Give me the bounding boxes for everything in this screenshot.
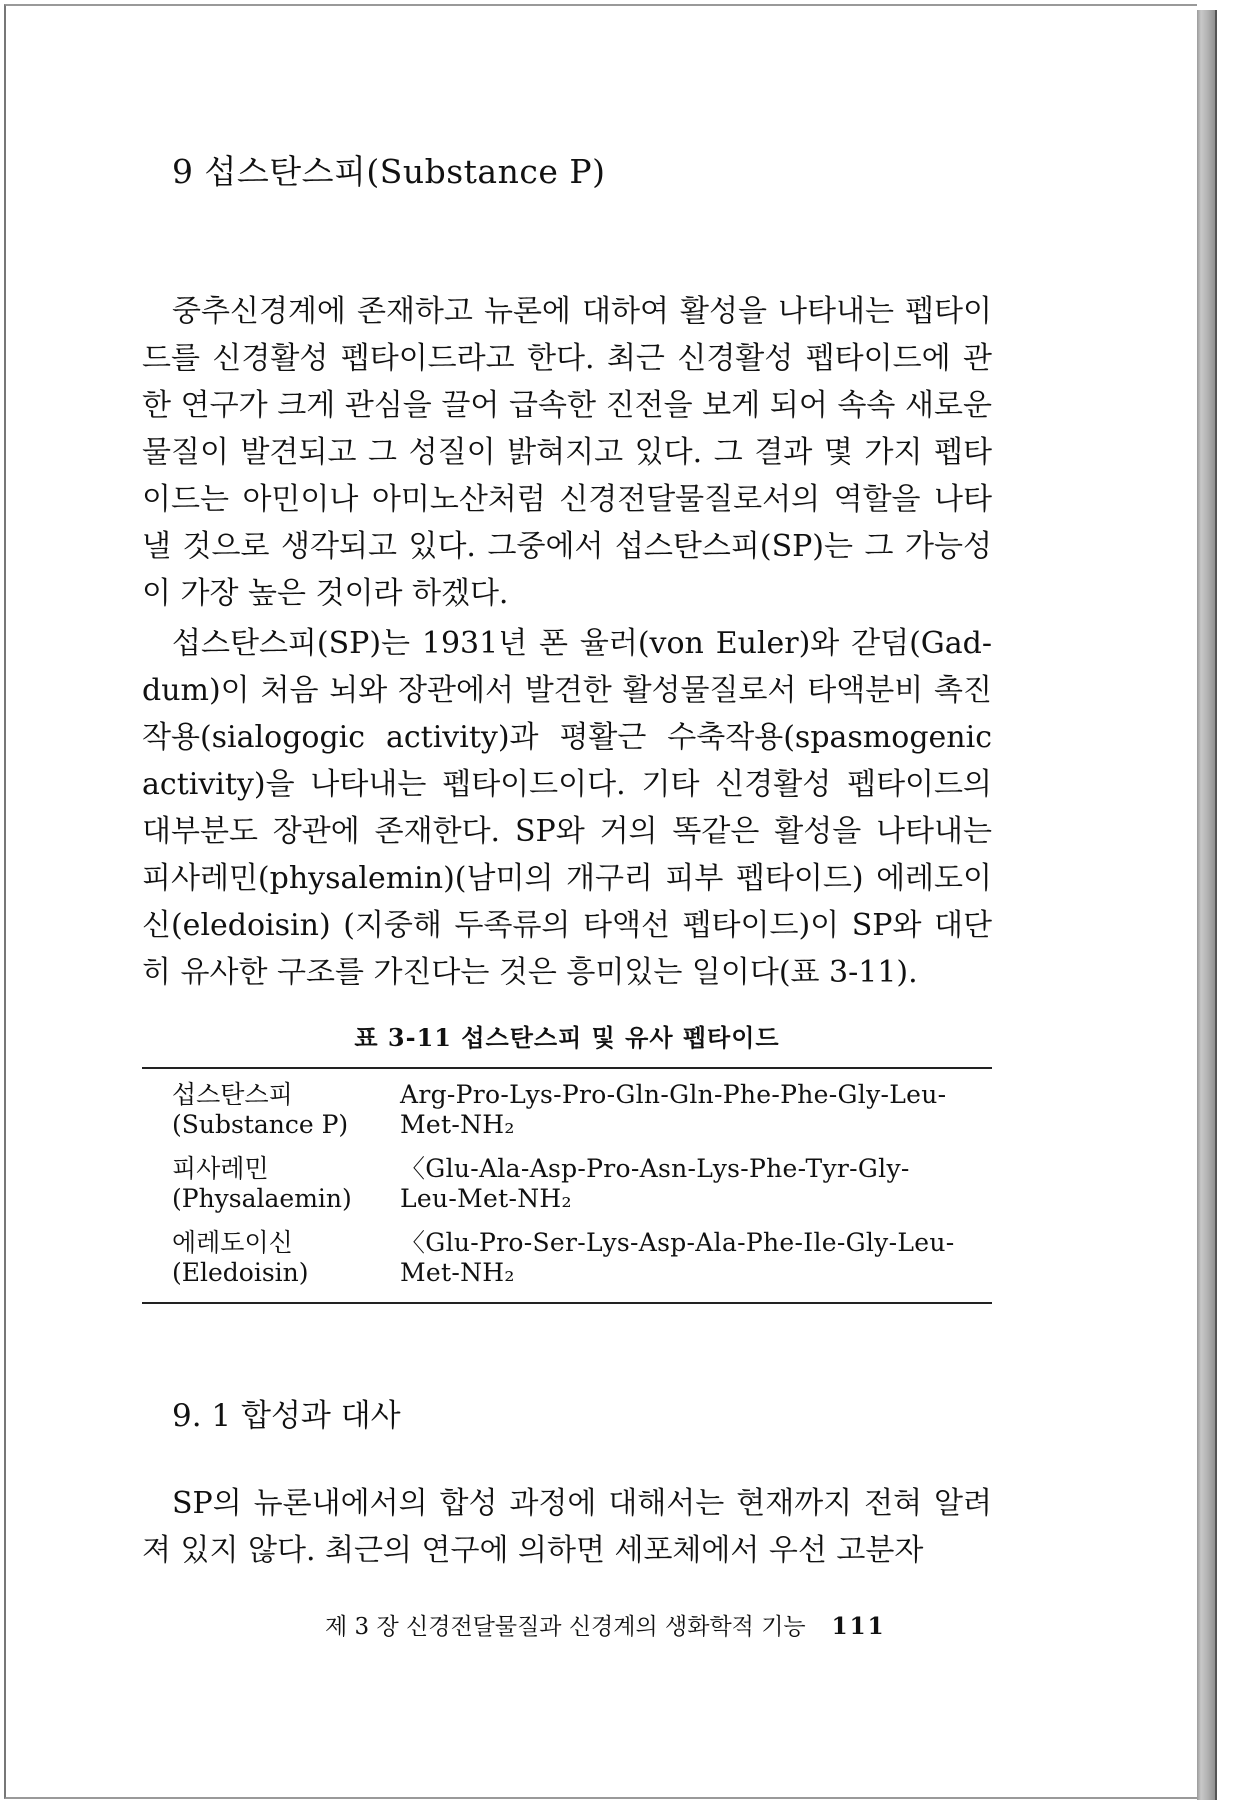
chapter-title: 제 3 장 신경전달물질과 신경계의 생화학적 기능 — [325, 1614, 806, 1640]
synthesis-paragraph: SP의 뉴론내에서의 합성 과정에 대해서는 현재까지 전혀 알려져 있지 않다. 최근의 연구에 의하면 세포체에서 우선 고분자 — [142, 1486, 992, 1568]
peptide-name-en: (Substance P) — [172, 1110, 349, 1139]
table-bottom-rule — [142, 1302, 992, 1304]
sequence-line: Arg-Pro-Lys-Pro-Gln-Gln-Phe-Phe-Gly-Leu- — [400, 1080, 947, 1109]
page-edge-shadow — [1197, 10, 1217, 1800]
table-caption: 표 3-11 섭스탄스피 및 유사 펩타이드 — [354, 1023, 780, 1052]
sequence-line: Leu-Met-NH₂ — [400, 1184, 572, 1213]
peptide-sequence — [400, 1080, 992, 1154]
peptide-name-en: (Physalaemin) — [172, 1184, 352, 1213]
intro-paragraph: 중추신경계에 존재하고 뉴론에 대하여 활성을 나타내는 펩타이드를 신경활성 펩타이드라고 한다. 최근 신경활성 펩타이드에 관한 연구가 크게 관심을 끌어 급속한 진전을 보게 되어 속속 새로운 물질이 발견되고 그 성질이 밝혀지고 있다. 그 결과 몇 가지 펩타이드는 아민이나 아미노산처럼 신경전달물질로서의 역할을 나타낼 것으로 생각되고 있다. 그중에서 섭스탄스피(SP)는 그 가능성이 가장 높은 것이라 하겠다. — [142, 294, 992, 611]
peptide-table — [142, 1080, 992, 1302]
table-row — [142, 1080, 992, 1154]
history-paragraph: 섭스탄스피(SP)는 1931년 폰 율러(von Euler)와 갇덤(Gad-dum)이 처음 뇌와 장관에서 발견한 활성물질로서 타액분비 촉진작용(sialogogic activity)과 평활근 수축작용(spasmogenic activity)을 나타내는 펩타이드이다. 기타 신경활성 펩타이드의 대부분도 장관에 존재한다. SP와 거의 똑같은 활성을 나타내는 피사레민(physalemin)(남미의 개구리 피부 펩타이드) 에레도이신(eledoisin) (지중해 두족류의 타액선 펩타이드)이 SP와 대단히 유사한 구조를 가진다는 것은 흥미있는 일이다(표 3-11). — [142, 626, 992, 990]
sequence-line: Met-NH₂ — [400, 1110, 515, 1139]
sequence-line: 〈Glu-Ala-Asp-Pro-Asn-Lys-Phe-Tyr-Gly- — [400, 1154, 910, 1183]
page-number: 111 — [831, 1613, 886, 1640]
section-title: 9 섭스탄스피(Substance P) — [172, 152, 606, 191]
sequence-line: Met-NH₂ — [400, 1258, 515, 1287]
table-row — [142, 1228, 992, 1302]
peptide-sequence — [400, 1154, 992, 1228]
peptide-name-en: (Eledoisin) — [172, 1258, 309, 1287]
peptide-name-ko: 에레도이신 — [172, 1228, 293, 1257]
subsection-title: 9. 1 합성과 대사 — [172, 1398, 401, 1434]
peptide-name — [142, 1080, 400, 1154]
peptide-name-ko: 섭스탄스피 — [172, 1080, 293, 1109]
table-row — [142, 1154, 992, 1228]
sequence-line: 〈Glu-Pro-Ser-Lys-Asp-Ala-Phe-Ile-Gly-Leu- — [400, 1228, 955, 1257]
peptide-name — [142, 1228, 400, 1302]
peptide-sequence — [400, 1228, 992, 1302]
peptide-name-ko: 피사레민 — [172, 1154, 269, 1183]
page-footer — [325, 1608, 886, 1641]
peptide-name — [142, 1154, 400, 1228]
table-top-rule — [142, 1067, 992, 1069]
